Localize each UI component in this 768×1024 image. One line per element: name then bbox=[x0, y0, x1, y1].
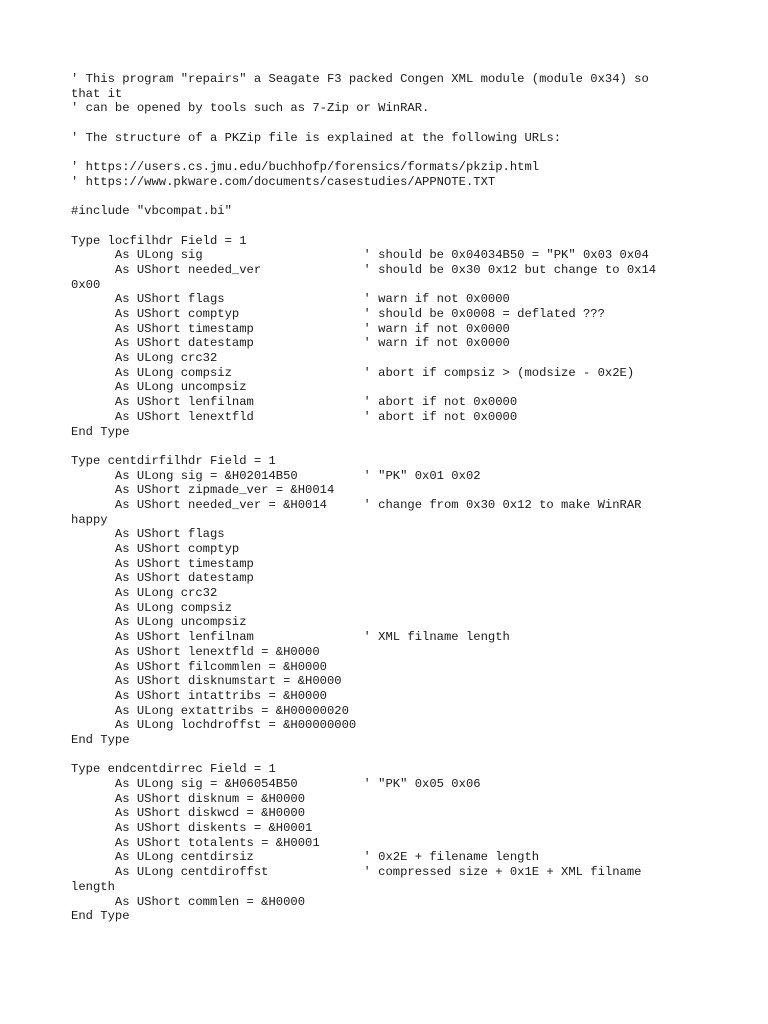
code-line: As UShort flags bbox=[71, 527, 225, 542]
code-line: As UShort timestamp bbox=[71, 556, 254, 571]
code-line: 0x00 bbox=[71, 277, 101, 292]
code-line: As UShort disknum = &H0000 bbox=[71, 791, 306, 806]
code-line: As UShort totalents = &H0001 bbox=[71, 835, 320, 850]
code-line: As ULong crc32 bbox=[71, 586, 218, 601]
code-line: As ULong compsiz ' abort if compsiz > (modsize - 0x2E) bbox=[71, 365, 635, 380]
code-line: ' The structure of a PKZip file is explained at the following URLs: bbox=[71, 130, 562, 145]
code-line: As ULong sig = &H06054B50 ' "PK" 0x05 0x06 bbox=[71, 777, 481, 791]
code-line: happy bbox=[71, 512, 108, 527]
code-line: As UShort intattribs = &H0000 bbox=[71, 688, 327, 703]
code-line: Type centdirfilhdr Field = 1 bbox=[71, 453, 276, 468]
code-line: As UShort lenextfld ' abort if not 0x0000 bbox=[71, 409, 518, 424]
code-line: As ULong uncompsiz bbox=[71, 615, 247, 630]
code-line: As UShort disknumstart = &H0000 bbox=[71, 674, 342, 689]
code-line: As UShort needed_ver = &H0014 ' change from 0x30 0x12 to make WinRAR bbox=[71, 497, 642, 512]
code-line bbox=[71, 219, 711, 234]
code-line: As ULong compsiz bbox=[71, 600, 232, 615]
code-line: As UShort datestamp bbox=[71, 571, 254, 586]
code-line: As ULong crc32 bbox=[71, 351, 218, 366]
code-line: ' can be opened by tools such as 7-Zip or WinRAR. bbox=[71, 101, 430, 116]
code-line: As UShort commlen = &H0000 bbox=[71, 894, 306, 909]
code-line: End Type bbox=[71, 424, 130, 439]
code-line: #include "vbcompat.bi" bbox=[71, 204, 232, 219]
code-line: As UShort comptyp bbox=[71, 542, 240, 556]
code-line bbox=[71, 439, 711, 454]
code-line: As UShort lenfilnam ' abort if not 0x0000 bbox=[71, 395, 518, 410]
code-line: As ULong centdiroffst ' compressed size + 0x1E + XML filname bbox=[71, 865, 642, 880]
code-line: As ULong extattribs = &H00000020 bbox=[71, 703, 349, 718]
document-page bbox=[71, 72, 711, 924]
code-line: As UShort diskwcd = &H0000 bbox=[71, 806, 306, 821]
code-line: As UShort diskents = &H0001 bbox=[71, 821, 313, 836]
code-line: As UShort needed_ver ' should be 0x30 0x12 but change to 0x14 bbox=[71, 262, 657, 277]
code-line: ' https://users.cs.jmu.edu/buchhofp/forensics/formats/pkzip.html bbox=[71, 160, 540, 175]
code-line: length bbox=[71, 879, 115, 894]
code-line: As UShort filcommlen = &H0000 bbox=[71, 659, 327, 674]
code-line: As UShort comptyp ' should be 0x0008 = deflated ??? bbox=[71, 307, 605, 321]
code-line: Type locfilhdr Field = 1 bbox=[71, 233, 247, 248]
code-line: End Type bbox=[71, 909, 130, 924]
code-line: As ULong lochdroffst = &H00000000 bbox=[71, 718, 357, 733]
code-line: As UShort lenextfld = &H0000 bbox=[71, 644, 320, 659]
code-line: As ULong sig = &H02014B50 ' "PK" 0x01 0x02 bbox=[71, 468, 481, 483]
code-line: As UShort flags ' warn if not 0x0000 bbox=[71, 292, 510, 307]
code-line: ' This program "repairs" a Seagate F3 packed Congen XML module (module 0x34) so bbox=[71, 72, 649, 86]
code-line: End Type bbox=[71, 732, 130, 747]
code-line bbox=[71, 190, 711, 205]
code-line: that it bbox=[71, 86, 123, 101]
code-line bbox=[71, 748, 711, 763]
code-line: As ULong uncompsiz bbox=[71, 380, 247, 395]
code-line: As UShort timestamp ' warn if not 0x0000 bbox=[71, 321, 510, 336]
code-line bbox=[71, 145, 711, 160]
code-line: As UShort datestamp ' warn if not 0x0000 bbox=[71, 336, 510, 351]
code-line: Type endcentdirrec Field = 1 bbox=[71, 762, 276, 777]
code-line: As ULong centdirsiz ' 0x2E + filename length bbox=[71, 850, 540, 865]
code-line: ' https://www.pkware.com/documents/casestudies/APPNOTE.TXT bbox=[71, 174, 496, 189]
code-line bbox=[71, 116, 711, 131]
code-line: As ULong sig ' should be 0x04034B50 = "PK" 0x03 0x04 bbox=[71, 248, 649, 263]
code-line: As UShort lenfilnam ' XML filname length bbox=[71, 630, 510, 645]
code-line: As UShort zipmade_ver = &H0014 bbox=[71, 483, 335, 498]
